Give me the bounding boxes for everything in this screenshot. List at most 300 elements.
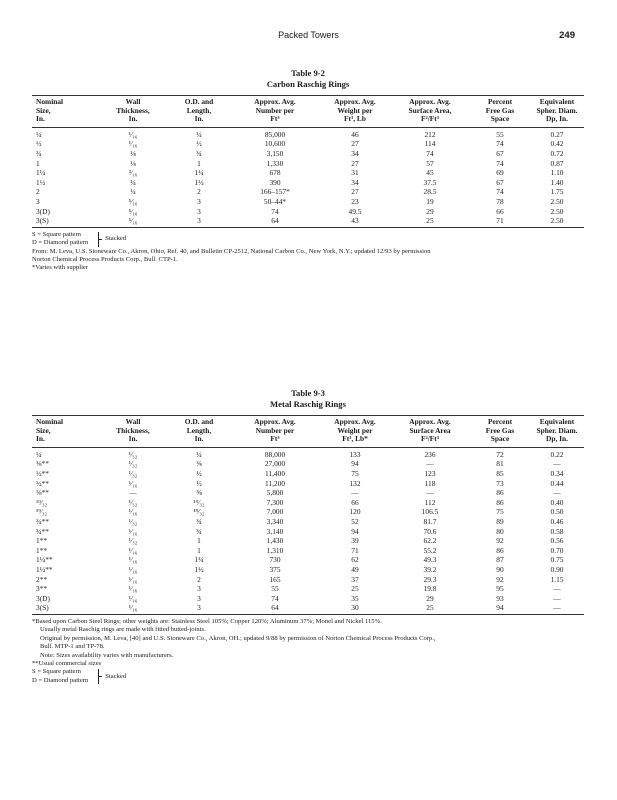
table-cell: —: [530, 603, 584, 614]
table-cell: —: [129, 488, 137, 498]
table-cell: 2.50: [550, 196, 564, 206]
table-cell: 27: [351, 158, 359, 168]
header-line: Ft³: [270, 114, 280, 124]
table-cell: ¹⁄₁₆: [128, 574, 138, 584]
table-cell: 80: [496, 526, 504, 536]
table-cell: 74: [496, 187, 504, 197]
table-cell: ½**: [36, 468, 49, 478]
table-cell: 50–44*: [263, 196, 287, 206]
table-cell: ¹⁄₁₆: [128, 564, 138, 574]
table-cell: 3: [197, 584, 201, 594]
availability-note: Note: Sizes availability varies with manufacturers.: [40, 651, 174, 659]
table-cell: 67: [496, 148, 504, 158]
table-cell: ⅝**: [36, 488, 49, 498]
table-row: [32, 459, 584, 469]
table-cell: 39: [351, 536, 359, 546]
table-row: [32, 479, 584, 489]
table-cell: 94: [351, 459, 359, 469]
table-cell: 390: [269, 177, 281, 187]
brace-shape: [92, 669, 99, 684]
table-row: [32, 207, 584, 217]
stacked-note: Stacked: [105, 234, 127, 242]
header-line: Free Gas: [485, 105, 515, 115]
column-header: [168, 96, 230, 128]
table-cell: 1½: [36, 177, 46, 187]
header-line: Space: [490, 114, 510, 124]
original-note-cont: Bull. MTP-1 and TP-78.: [40, 643, 105, 651]
table-cell: 74: [426, 148, 434, 158]
table-cell: 57: [426, 158, 434, 168]
table-cell: 46: [351, 129, 359, 139]
usual-sizes-note: **Usual commercial sizes: [32, 659, 102, 667]
table-title: Metal Raschig Rings: [270, 399, 346, 409]
usually-note: Usually metal Raschig rings are made with fitted butted-joints.: [40, 626, 206, 634]
table-row: [32, 565, 584, 575]
table-cell: —: [553, 584, 561, 594]
table-cell: 1: [36, 158, 40, 168]
table-row: [32, 507, 584, 517]
header-line: Percent: [487, 417, 513, 426]
table-cell: 29: [426, 206, 434, 216]
table-row: [32, 555, 584, 565]
table-cell: 3: [197, 593, 201, 603]
table-cell: ¹⁄₁₆: [128, 507, 138, 517]
table-cell: 37.5: [423, 177, 437, 187]
header-line: Dp, In.: [546, 434, 568, 444]
table-cell: —: [553, 459, 561, 469]
table-cell: 0.22: [550, 449, 564, 459]
table-title: Carbon Raschig Rings: [266, 79, 350, 89]
header-line: In.: [128, 114, 138, 124]
table-cell: 81.7: [423, 516, 437, 526]
column-header: [230, 96, 320, 128]
table-cell: 85: [496, 468, 504, 478]
header-row: [32, 96, 584, 128]
table-row: [32, 127, 584, 139]
table-cell: 30: [320, 603, 390, 614]
table-cell: 7,000: [266, 507, 284, 517]
table-9-2-block: [32, 68, 584, 273]
metal-raschig-table: [32, 415, 584, 615]
table-header: [32, 96, 584, 128]
table-cell: 3,340: [266, 516, 284, 526]
table-cell: 28.5: [423, 187, 437, 197]
original-note: Original by permission, M. Leva, [40] and U.S. Stoneware Co., Akron, OH.; updated 9/88 by permission of Norton Chemical Process Products Corp.,: [40, 634, 436, 642]
header-line: Size,: [36, 425, 51, 435]
table-cell: 0.50: [550, 507, 564, 517]
table-cell: 74: [496, 158, 504, 168]
header-line: Wall: [125, 97, 141, 106]
table-cell: ¹⁄₃₂: [128, 449, 138, 459]
column-header: [98, 96, 168, 128]
square-pattern-note: S = Square pattern: [32, 230, 81, 238]
table-cell: 72: [496, 449, 504, 459]
table-cell: 1: [197, 536, 201, 546]
table-cell: ¹⁄₁₆: [128, 584, 138, 594]
table-body: [32, 127, 584, 227]
table-cell: 49: [351, 564, 359, 574]
column-header: [320, 416, 390, 448]
table-row: [32, 168, 584, 178]
table-cell: —: [553, 593, 561, 603]
table-row: [32, 527, 584, 537]
header-line: In.: [194, 114, 204, 124]
table-cell: ¾**: [36, 526, 49, 536]
table-cell: 45: [426, 168, 434, 178]
table-cell: 133: [349, 449, 361, 459]
table-cell: ¹⁹⁄₃₂: [193, 497, 205, 507]
table-cell: 49.3: [423, 555, 437, 565]
table-cell: ¹⁄₁₆: [128, 545, 138, 555]
table-cell: 75: [351, 468, 359, 478]
column-header: [230, 416, 320, 448]
header-line: Approx. Avg.: [334, 97, 376, 106]
table-cell: 71: [351, 545, 359, 555]
table-cell: 2: [36, 187, 40, 197]
table-cell: 94: [351, 526, 359, 536]
table-cell: 166–157*: [260, 187, 290, 197]
table-cell: ¾: [196, 516, 202, 526]
running-head-title: Packed Towers: [278, 30, 339, 40]
header-row: [32, 416, 584, 448]
header-line: Percent: [487, 97, 513, 106]
table-cell: 23: [351, 196, 359, 206]
pattern-legend: [32, 231, 584, 248]
table-cell: ¹⁄₁₆: [98, 603, 168, 614]
table-cell: 2: [197, 574, 201, 584]
table-cell: ¹⁄₃₂: [128, 516, 138, 526]
source-note: From: M. Leva, U.S. Stoneware Co., Akron, Ohio, Ref. 40, and Bulletin CP-2512, National Carbon Co., New York, N.Y.; updated 12/93 by permission: [32, 247, 431, 255]
table-cell: 66: [496, 206, 504, 216]
table-cell: 93: [496, 593, 504, 603]
table-row: [32, 469, 584, 479]
table-cell: 87: [496, 555, 504, 565]
table-row: [32, 517, 584, 527]
table-cell: 92: [496, 536, 504, 546]
table-cell: 7,300: [266, 497, 284, 507]
table-cell: 62: [351, 555, 359, 565]
header-line: In.: [36, 114, 45, 124]
table-cell: 118: [424, 478, 436, 488]
table-cell: 11,400: [264, 468, 286, 478]
table-row: [32, 159, 584, 169]
table-cell: 3: [197, 206, 201, 216]
table-cell: —: [553, 488, 561, 498]
table-cell: 81: [496, 459, 504, 469]
table-cell: ½: [196, 468, 202, 478]
table-cell: 0.34: [550, 468, 564, 478]
table-cell: —: [426, 459, 434, 469]
column-header: [98, 416, 168, 448]
table-cell: 3: [168, 603, 230, 614]
table-cell: 25: [390, 603, 470, 614]
column-header: [470, 96, 530, 128]
header-line: Weight per: [337, 425, 373, 435]
table-cell: 3(D): [36, 206, 50, 216]
table-cell: 1,430: [266, 536, 284, 546]
table-cell: 2: [197, 187, 201, 197]
header-line: Number per: [255, 105, 295, 115]
column-header: [530, 416, 584, 448]
source-note-cont: Norton Chemical Process Products Corp., Bull. CTP-1.: [32, 255, 178, 263]
header-line: Space: [490, 434, 510, 444]
table-row: [32, 536, 584, 546]
column-header: [530, 96, 584, 128]
header-line: Free Gas: [485, 425, 515, 435]
column-header: [32, 96, 98, 128]
column-header: [390, 416, 470, 448]
table-cell: 3(S): [32, 603, 98, 614]
table-cell: 1: [197, 545, 201, 555]
table-cell: ¾**: [36, 516, 49, 526]
table-label: Table 9-3: [291, 388, 325, 398]
table-row: [32, 187, 584, 197]
header-line: Thickness,: [116, 105, 150, 115]
varies-note: *Varies with supplier: [32, 264, 89, 272]
column-header: [32, 416, 98, 448]
table-cell: 2.50: [530, 216, 584, 227]
table-row: [32, 498, 584, 508]
header-line: In.: [36, 434, 45, 444]
table-cell: 88,000: [264, 449, 286, 459]
brace-shape: [92, 232, 99, 247]
table-cell: 3(S): [32, 216, 98, 227]
table-row: [32, 197, 584, 207]
table-cell: 66: [351, 497, 359, 507]
header-line: Length,: [186, 425, 212, 435]
table-cell: 67: [496, 177, 504, 187]
carbon-raschig-table: [32, 95, 584, 228]
table-cell: 74: [271, 206, 279, 216]
table-cell: 62.2: [423, 536, 437, 546]
header-line: Length,: [186, 105, 212, 115]
table-cell: 1.15: [550, 574, 564, 584]
table-cell: 74: [271, 593, 279, 603]
table-cell: ¾: [196, 148, 202, 158]
header-line: Ft³, Lb: [344, 114, 366, 124]
table-cell: ¾: [36, 148, 42, 158]
table-cell: 3(D): [36, 593, 50, 603]
table-cell: ½: [196, 478, 202, 488]
table-cell: 132: [349, 478, 361, 488]
table-cell: 1½**: [36, 564, 53, 574]
table-row: [32, 594, 584, 604]
table-cell: ¹⁄₁₆: [128, 593, 138, 603]
running-header: [0, 30, 617, 44]
table-cell: ⅜: [196, 459, 202, 469]
column-header: [390, 96, 470, 128]
table-cell: 212: [424, 129, 436, 139]
table-cell: 3,140: [266, 526, 284, 536]
table-cell: 86: [496, 545, 504, 555]
table-cell: ¹⁄₁₆: [128, 478, 138, 488]
table-cell: ⅜**: [36, 459, 49, 469]
table-cell: ¼: [36, 129, 42, 139]
table-cell: 1¼**: [36, 555, 53, 565]
table-cell: 0.42: [550, 139, 564, 149]
table-cell: 64: [230, 603, 320, 614]
table-cell: ⁵⁄₁₆: [128, 206, 138, 216]
header-line: Approx. Avg.: [334, 417, 376, 426]
table-cell: 95: [496, 584, 504, 594]
table-cell: 3: [168, 216, 230, 227]
table-cell: 106.5: [421, 507, 439, 517]
table-cell: 37: [351, 574, 359, 584]
stacked-note: Stacked: [105, 672, 127, 680]
table-cell: 0.70: [550, 545, 564, 555]
table-cell: ⁵⁄₁₆: [98, 216, 168, 227]
table-label: Table 9-2: [291, 68, 325, 78]
page-number: 249: [559, 30, 575, 41]
table-cell: ¹⁄₁₆: [128, 129, 138, 139]
square-pattern-note: S = Square pattern: [32, 668, 81, 676]
table-cell: 3**: [36, 584, 48, 594]
table-cell: ¹⁄₁₆: [128, 139, 138, 149]
diamond-pattern-note: D = Diamond pattern: [32, 676, 89, 684]
header-line: Approx. Avg.: [409, 417, 451, 426]
table-cell: ¹⁄₁₆: [128, 555, 138, 565]
table-cell: 27,000: [264, 459, 286, 469]
table-cell: 19: [426, 196, 434, 206]
table-cell: 112: [424, 497, 436, 507]
header-line: Dp, In.: [546, 114, 568, 124]
table-cell: ¹⁹⁄₃₂: [193, 507, 205, 517]
table-cell: 123: [424, 468, 436, 478]
table-cell: ⅛: [130, 158, 136, 168]
table-cell: 0.56: [550, 536, 564, 546]
table-cell: ¼: [196, 129, 202, 139]
header-line: F²/Ft³: [421, 434, 439, 444]
table-cell: 1.10: [550, 168, 564, 178]
header-line: Approx. Avg.: [254, 417, 296, 426]
header-line: O.D. and: [184, 97, 214, 106]
table-cell: 678: [269, 168, 281, 178]
table-cell: 0.72: [550, 148, 564, 158]
based-note: *Based upon Carbon Steel Rings; other weights are: Stainless Steel 105%; Copper 120%; Aluminum 37%; Monel and Nickel 115%.: [32, 617, 382, 625]
table-cell: ½: [196, 139, 202, 149]
table-cell: 55: [271, 584, 279, 594]
table-cell: 25: [390, 216, 470, 227]
header-line: Approx. Avg.: [409, 97, 451, 106]
table-cell: 71: [470, 216, 530, 227]
table-row: [32, 149, 584, 159]
table-notes: [32, 618, 584, 685]
table-cell: 27: [351, 187, 359, 197]
table-cell: 1¼: [194, 168, 204, 178]
table-row: [32, 216, 584, 227]
table-cell: —: [426, 488, 434, 498]
table-cell: 29.3: [423, 574, 437, 584]
table-cell: 92: [496, 574, 504, 584]
table-cell: 1¼: [194, 555, 204, 565]
table-cell: 31: [351, 168, 359, 178]
header-line: Weight per: [337, 105, 373, 115]
table-cell: 55.2: [423, 545, 437, 555]
header-line: Equivalent: [539, 417, 575, 426]
table-cell: 0.90: [550, 564, 564, 574]
table-cell: 25: [351, 584, 359, 594]
header-line: Approx. Avg.: [254, 97, 296, 106]
table-cell: 2.50: [550, 206, 564, 216]
table-cell: 120: [349, 507, 361, 517]
table-cell: ¼: [130, 187, 136, 197]
table-cell: 43: [320, 216, 390, 227]
header-line: Spher. Diam.: [536, 425, 578, 435]
table-cell: 27: [351, 139, 359, 149]
table-cell: ½: [36, 139, 42, 149]
table-cell: 19.8: [423, 584, 437, 594]
table-cell: —: [351, 488, 359, 498]
table-cell: 0.27: [550, 129, 564, 139]
header-line: In.: [194, 434, 204, 444]
header-line: Number per: [255, 425, 295, 435]
table-cell: 0.87: [550, 158, 564, 168]
table-header: [32, 416, 584, 448]
table-cell: 89: [496, 516, 504, 526]
table-cell: 0.75: [550, 555, 564, 565]
table-cell: 0.58: [550, 526, 564, 536]
header-line: Equivalent: [539, 97, 575, 106]
table-cell: 85,000: [264, 129, 286, 139]
table-cell: 236: [424, 449, 436, 459]
column-header: [470, 416, 530, 448]
header-line: Spher. Diam.: [536, 105, 578, 115]
table-row: [32, 488, 584, 498]
table-cell: ¹⁹⁄₃₂: [36, 497, 48, 507]
table-cell: ³⁄₁₆: [128, 168, 138, 178]
table-cell: 55: [496, 129, 504, 139]
header-line: Nominal: [36, 97, 64, 106]
table-cell: ¹⁄₃₂: [128, 459, 138, 469]
table-cell: 0.40: [550, 497, 564, 507]
column-header: [320, 96, 390, 128]
table-cell: 2**: [36, 574, 48, 584]
table-cell: 114: [424, 139, 436, 149]
table-cell: 3,150: [266, 148, 284, 158]
table-cell: 1¼: [36, 168, 46, 178]
table-cell: 70.6: [423, 526, 437, 536]
table-cell: ⅝: [196, 488, 202, 498]
table-cell: 3: [36, 196, 40, 206]
header-line: O.D. and: [184, 417, 214, 426]
table-row: [32, 447, 584, 459]
table-cell: 1**: [36, 545, 48, 555]
table-cell: 69: [496, 168, 504, 178]
table-cell: 34: [351, 148, 359, 158]
header-line: F²/Ft³: [421, 114, 439, 124]
table-cell: ¹⁹⁄₃₂: [36, 507, 48, 517]
table-cell: 49.5: [348, 206, 362, 216]
header-line: In.: [128, 434, 138, 444]
table-cell: 1½: [194, 177, 204, 187]
table-cell: 11,200: [264, 478, 286, 488]
table-cell: ¹⁄₃₂: [128, 536, 138, 546]
table-row: [32, 139, 584, 149]
table-cell: 75: [496, 507, 504, 517]
pattern-legend: [32, 668, 584, 685]
table-cell: 73: [496, 478, 504, 488]
table-cell: 1**: [36, 536, 48, 546]
table-cell: 0.44: [550, 478, 564, 488]
header-line: Ft³, Lb*: [342, 434, 368, 444]
table-cell: ¹⁄₁₆: [128, 526, 138, 536]
table-cell: 29: [426, 593, 434, 603]
header-line: Surface Area: [409, 425, 451, 435]
table-cell: 74: [496, 139, 504, 149]
table-row: [32, 603, 584, 614]
header-line: Size,: [36, 105, 51, 115]
table-cell: 1,330: [266, 158, 284, 168]
